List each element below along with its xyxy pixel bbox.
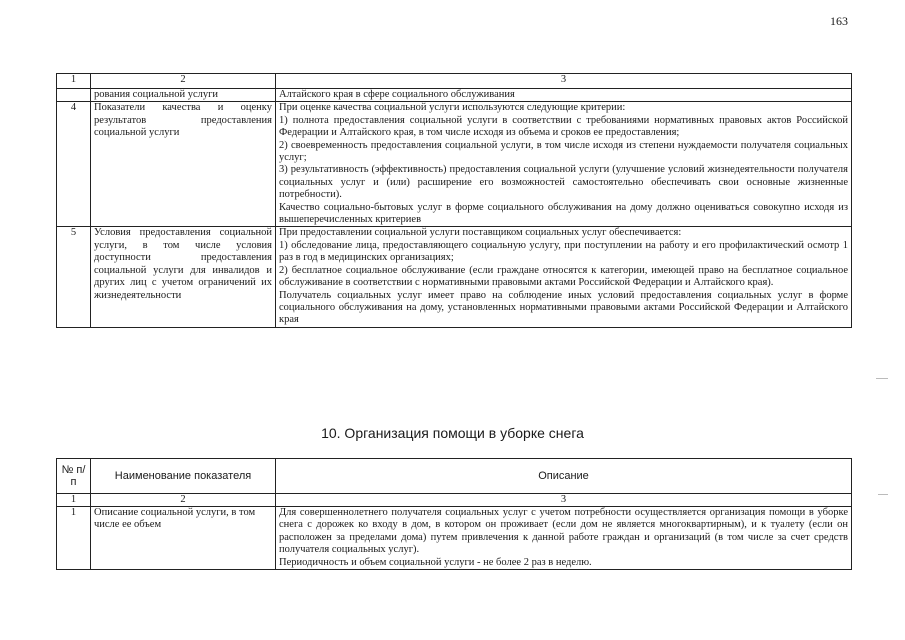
col-number-2: 2 [91, 74, 276, 89]
table-header-row [57, 459, 852, 494]
description-paragraph: Алтайского края в сфере социального обслуживания [279, 89, 515, 100]
section-title: 10. Организация помощи в уборке снега [321, 425, 584, 441]
indicator-description [276, 227, 852, 327]
description-paragraph: 3) результативность (эффективность) предоставления социальной услуги (улучшение условий жизнедеятельности получателя социальных услуг и (или) расширение его возможностей самостоятельно обеспечивать свои основные жизненные потребности). [279, 164, 848, 201]
column-number-row [57, 74, 852, 89]
col-number-3: 3 [276, 74, 852, 89]
row-number: 4 [57, 102, 91, 227]
row-number [57, 89, 91, 102]
header-number: № п/п [57, 459, 91, 494]
indicator-name: Условия предоставления социальной услуги, в том числе условия доступности предоставления социальной услуги для инвалидов и других лиц с учетом ограничений их жизнедеятельности [91, 227, 276, 327]
column-number-row [57, 494, 852, 507]
criteria-table [56, 73, 852, 328]
indicator-name: рования социальной услуги [91, 89, 276, 102]
indicator-description [276, 507, 852, 570]
header-indicator-name: Наименование показателя [91, 459, 276, 494]
indicator-description [276, 89, 852, 102]
col-number-1: 1 [57, 74, 91, 89]
description-paragraph: Качество социально-бытовых услуг в форме социального обслуживания на дому должно оцениваться совокупно исходя из вышеперечисленных критериев [279, 201, 848, 226]
snow-removal-table [56, 458, 852, 570]
description-paragraph: 1) обследование лица, предоставляющего социальную услугу, при поступлении на работу и его профилактический осмотр 1 раз в год в медицинских организациях; [279, 239, 848, 264]
indicator-name: Описание социальной услуги, в том числе ее объем [91, 507, 276, 570]
description-paragraph: 1) полнота предоставления социальной услуги в соответствии с требованиями нормативных правовых актов Российской Федерации и Алтайского края, в том числе исходя из объема и сроков ее предоставления; [279, 114, 848, 139]
col-number-3: 3 [276, 494, 852, 507]
col-number-1: 1 [57, 494, 91, 507]
col-number-2: 2 [91, 494, 276, 507]
description-paragraph: Получатель социальных услуг имеет право на соблюдение иных условий предоставления социальных услуг в форме социального обслуживания на дому, установленных нормативными правовыми актами Российской Федерации и Алтайского края [279, 289, 848, 326]
indicator-name: Показатели качества и оценку результатов предоставления социальной услуги [91, 102, 276, 227]
table-row [57, 507, 852, 570]
description-paragraph: Периодичность и объем социальной услуги - не более 2 раз в неделю. [279, 556, 592, 568]
table-row [57, 102, 852, 227]
description-paragraph: При оценке качества социальной услуги используются следующие критерии: [279, 102, 626, 114]
row-number: 5 [57, 227, 91, 327]
table-row [57, 227, 852, 327]
page-number: 163 [830, 14, 848, 28]
description-paragraph: 2) бесплатное социальное обслуживание (если граждане относятся к категории, имеющей право на бесплатное социальное обслуживание в соответствии с нормативными правовыми актами Российской Федерации и Алтайского края). [279, 264, 848, 289]
description-paragraph: 2) своевременность предоставления социальной услуги, в том числе исходя из степени нуждаемости получателя социальных услуг; [279, 139, 848, 164]
scan-mark [878, 494, 888, 495]
header-description: Описание [276, 459, 852, 494]
description-paragraph: При предоставлении социальной услуги поставщиком социальных услуг обеспечивается: [279, 227, 682, 239]
description-paragraph: Для совершеннолетнего получателя социальных услуг с учетом потребности осуществляется организация помощи в уборке снега с дорожек ко входу в дом, в котором он проживает (если дом не является многоквартирным), и к туалету (если он расположен за пределами дома) путем привлечения к данной работе граждан и организаций (в том числе за счет средств получателя социальных услуг). [279, 507, 848, 556]
row-number: 1 [57, 507, 91, 570]
indicator-description [276, 102, 852, 227]
table-row [57, 89, 852, 102]
scan-mark [876, 378, 888, 379]
